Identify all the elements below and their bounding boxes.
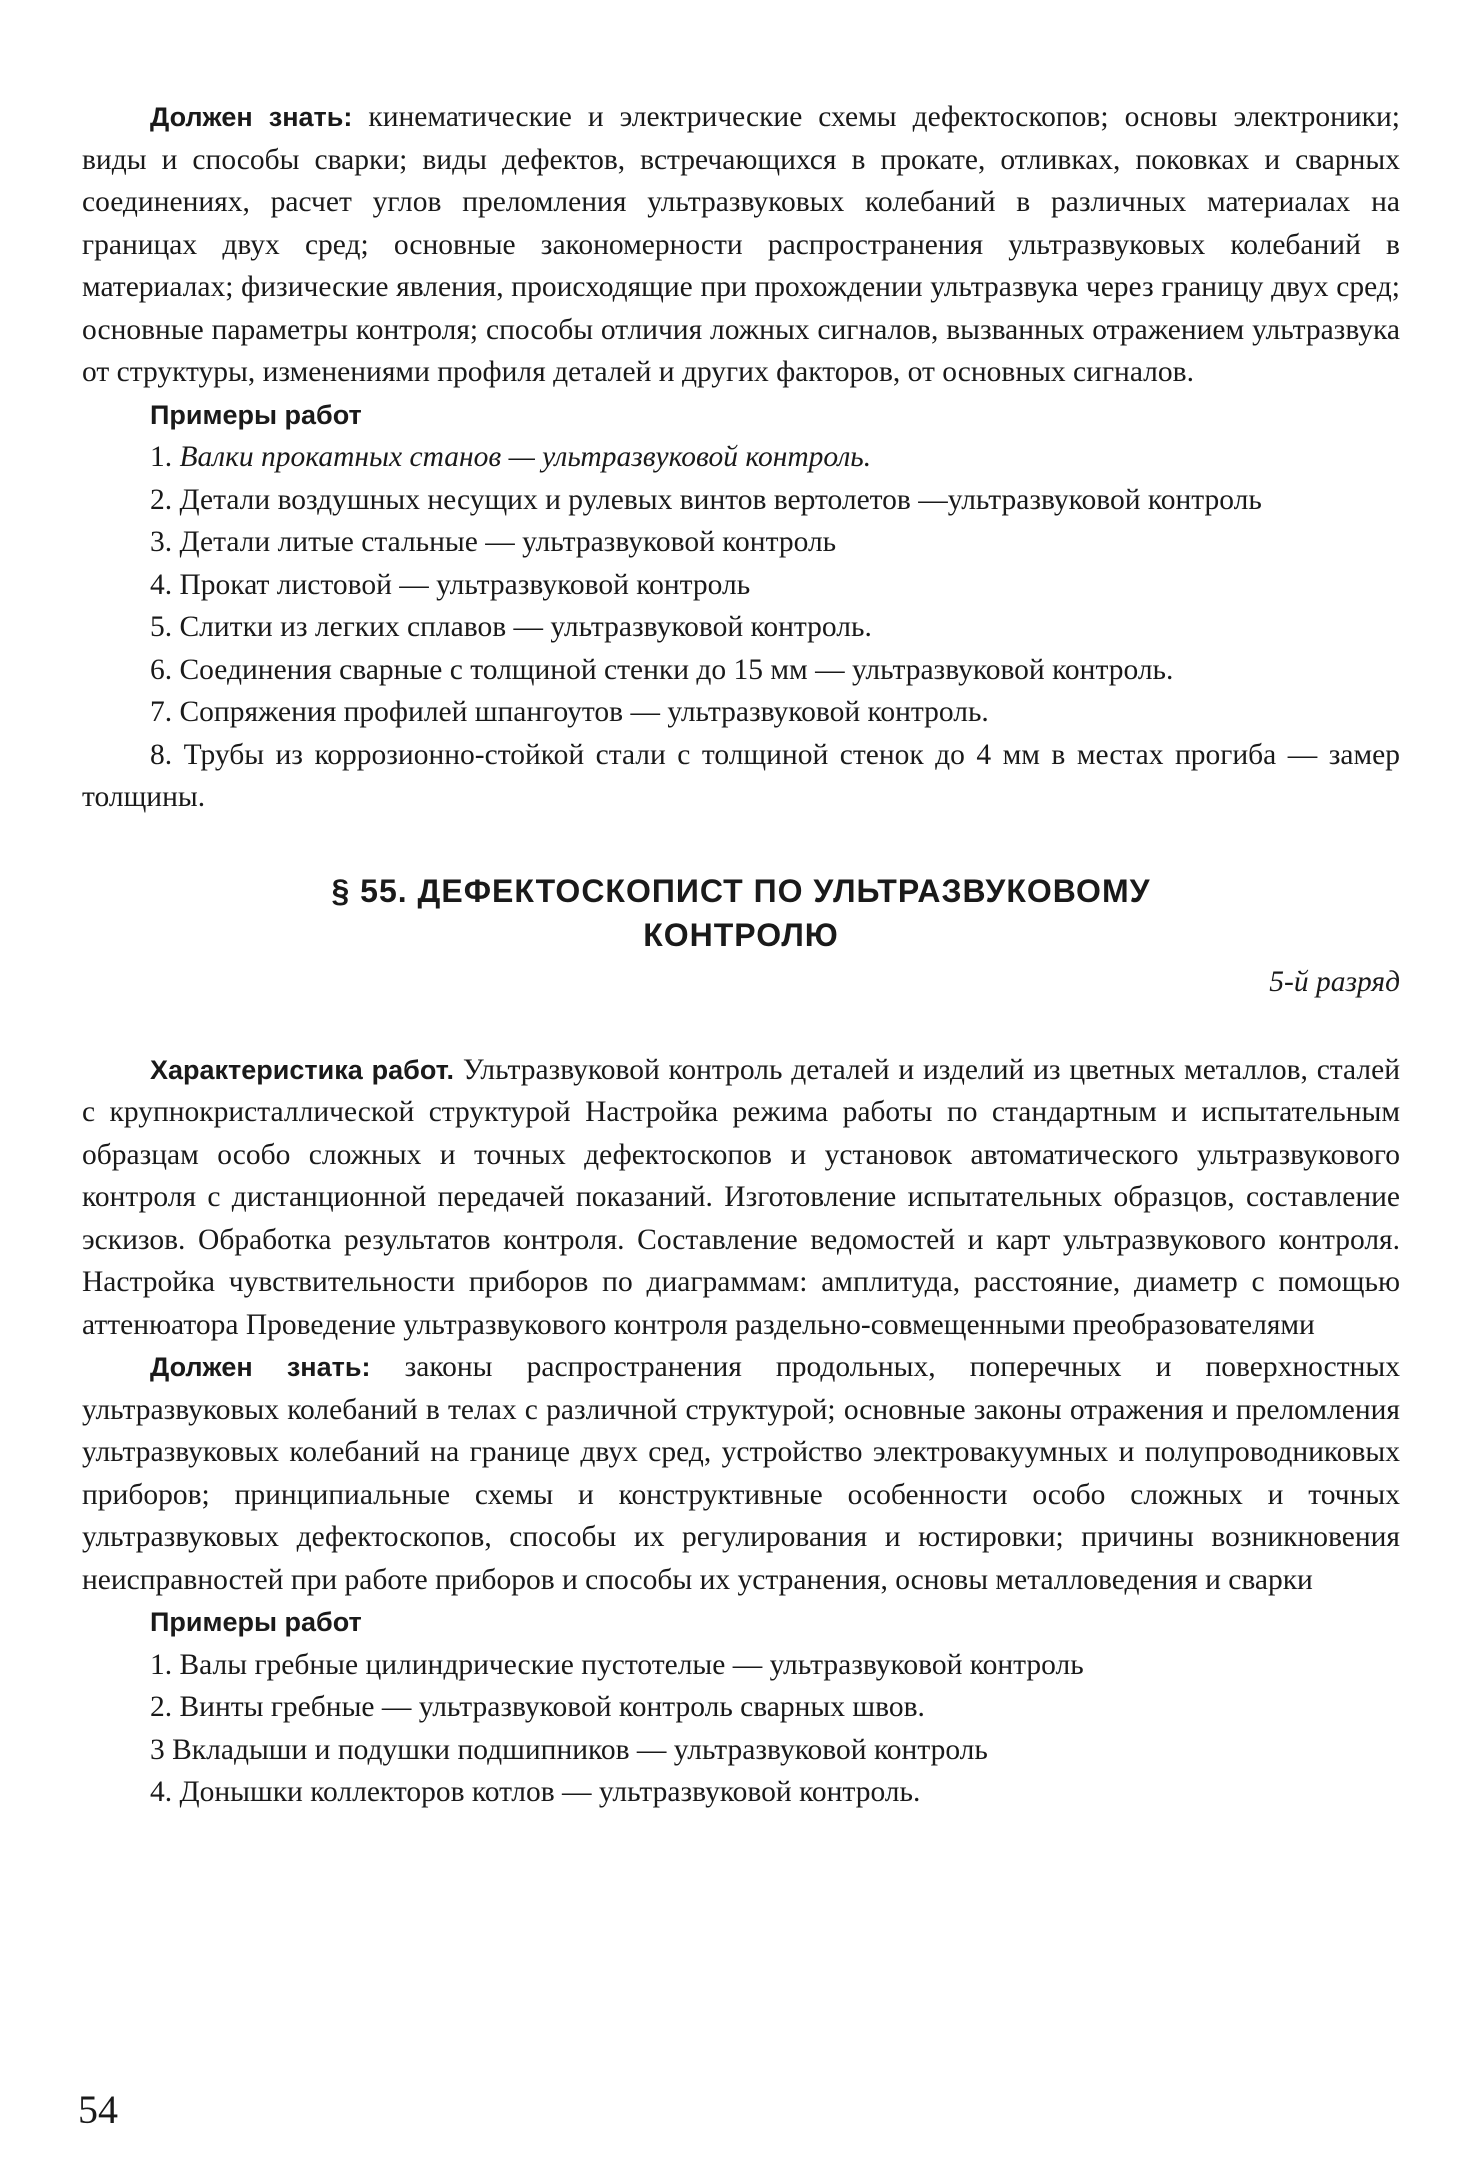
list-item: 2. Винты гребные — ультразвуковой контроль сварных швов. bbox=[150, 1691, 925, 1723]
must-know-text: кинематические и электрические схемы дефектоскопов; основы электроники; виды и способы сварки; виды дефектов, встречающихся в прокате, отливках, поковках и сварных соединениях, расчет углов преломления ультразвуковых колебаний в различных материалах на границах двух сред; основные закономерности распространения ультразвуковых колебаний в материалах; физические явления, происходящие при прохождении ультразвука через границу двух сред; основные параметры контроля; способы отличия ложных сигналов, вызванных отражением ультразвука от структуры, изменениями профиля деталей и других факторов, от основных сигналов. bbox=[82, 101, 1400, 388]
must-know-text: законы распространения продольных, поперечных и поверхностных ультразвуковых колебаний в телах с различной структурой; основные законы отражения и преломления ультразвуковых колебаний на границе двух сред, устройство электровакуумных и полупроводниковых приборов; принципиальные схемы и конструктивные особенности особо сложных и точных ультразвуковых дефектоскопов, способы их регулирования и юстировки; причины возникновения неисправностей при работе приборов и способы их устранения, основы металловедения и сварки bbox=[82, 1351, 1400, 1596]
section-title bbox=[82, 869, 1400, 957]
list-item: 1. Валки прокатных станов — ультразвуковой контроль. bbox=[150, 441, 872, 473]
must-know-paragraph-1 bbox=[82, 96, 1400, 394]
list-item: 7. Сопряжения профилей шпангоутов — ультразвуковой контроль. bbox=[150, 696, 989, 728]
list-item: 8. Трубы из коррозионно-стойкой стали с толщиной стенок до 4 мм в местах прогиба — замер толщины. bbox=[82, 738, 1400, 813]
list-item: 3. Детали литые стальные — ультразвуковой контроль bbox=[150, 526, 837, 558]
list-item: 3 Вкладыши и подушки подшипников — ультразвуковой контроль bbox=[150, 1733, 988, 1766]
list-item: 1. Валы гребные цилиндрические пустотелые — ультразвуковой контроль bbox=[150, 1648, 1084, 1681]
examples-heading-2: Примеры работ bbox=[150, 1607, 362, 1637]
examples-heading-1: Примеры работ bbox=[150, 399, 362, 430]
list-item: 4. Донышки коллекторов котлов — ультразвуковой контроль. bbox=[150, 1776, 921, 1808]
must-know-label: Должен знать: bbox=[150, 1352, 371, 1382]
characteristic-label: Характеристика работ. bbox=[150, 1054, 455, 1085]
page-content bbox=[82, 96, 1400, 1814]
grade-label: 5-й разряд bbox=[1269, 965, 1400, 998]
list-item: 2. Детали воздушных несущих и рулевых винтов вертолетов —ультразвуковой контроль bbox=[150, 483, 1262, 516]
section-title-line-2: КОНТРОЛЮ bbox=[643, 916, 839, 953]
page-number: 54 bbox=[78, 2087, 118, 2132]
list-item: 5. Слитки из легких сплавов — ультразвуковой контроль. bbox=[150, 611, 872, 643]
characteristic-paragraph bbox=[82, 1049, 1400, 1347]
list-item: 6. Соединения сварные с толщиной стенки до 15 мм — ультразвуковой контроль. bbox=[150, 653, 1174, 686]
must-know-label: Должен знать: bbox=[150, 102, 353, 132]
characteristic-text: Ультразвуковой контроль деталей и изделий из цветных металлов, сталей с крупнокристаллической структурой Настройка режима работы по стандартным и испытательным образцам особо сложных и точных дефектоскопов и установок автоматического ультразвукового контроля с дистанционной передачей показаний. Изготовление испытательных образцов, составление эскизов. Обработка результатов контроля. Составление ведомостей и карт ультразвукового контроля. Настройка чувствительности приборов по диаграммам: амплитуда, расстояние, диаметр с помощью аттенюатора Проведение ультразвукового контроля раздельно-совмещенными преобразователями bbox=[82, 1053, 1400, 1341]
section-title-line-1: § 55. ДЕФЕКТОСКОПИСТ ПО УЛЬТРАЗВУКОВОМУ bbox=[331, 872, 1151, 909]
list-item: 4. Прокат листовой — ультразвуковой контроль bbox=[150, 568, 751, 601]
must-know-paragraph-2 bbox=[82, 1346, 1400, 1601]
